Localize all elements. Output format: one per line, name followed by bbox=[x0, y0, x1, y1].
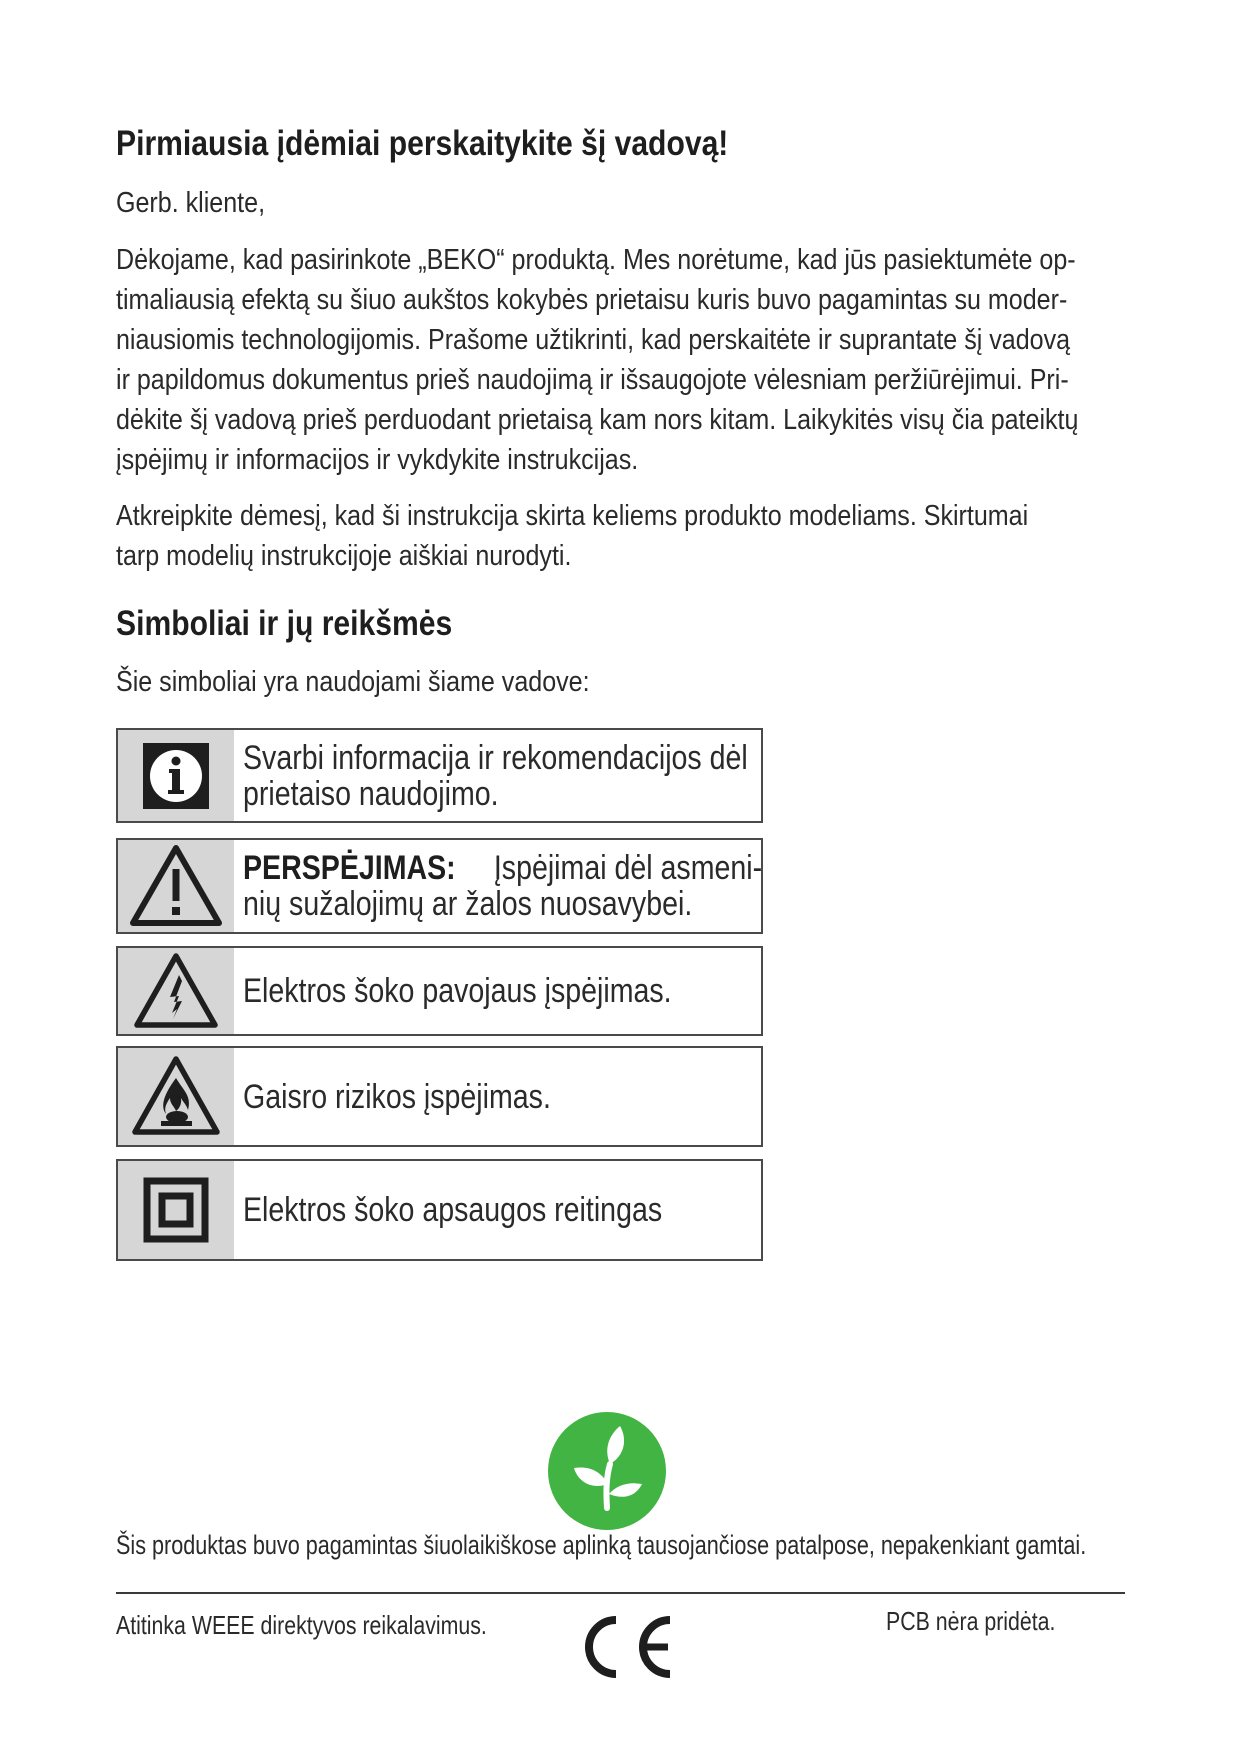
intro-line: dėkite šį vadovą prieš perduodant prietaisą kam nors kitam. Laikykitės visų čia pateiktų bbox=[116, 404, 1079, 436]
leaf-icon bbox=[548, 1412, 666, 1530]
symbol-info-line2: prietaiso naudojimo. bbox=[243, 774, 499, 813]
symbol-row-warning bbox=[116, 838, 763, 934]
symbols-heading: Simboliai ir jų reikšmės bbox=[116, 604, 453, 643]
weee-compliance: Atitinka WEEE direktyvos reikalavimus. bbox=[116, 1610, 487, 1640]
symbol-electric-text: Elektros šoko pavojaus įspėjimas. bbox=[243, 972, 672, 1010]
note-line: Atkreipkite dėmesį, kad ši instrukcija skirta keliems produkto modeliams. Skirtumai bbox=[116, 500, 1029, 532]
info-icon bbox=[141, 741, 211, 811]
symbol-warning-line1: PERSPĖJIMAS: Įspėjimai dėl asmeni- bbox=[243, 849, 763, 887]
symbol-row-info bbox=[116, 728, 763, 823]
symbols-intro: Šie simboliai yra naudojami šiame vadove: bbox=[116, 666, 590, 698]
symbol-row-class2 bbox=[116, 1159, 763, 1261]
footer-divider bbox=[116, 1592, 1125, 1594]
intro-line: timaliausią efektą su šiuo aukštos kokybės prietaisu kuris buvo pagamintas su moder- bbox=[116, 284, 1068, 316]
symbol-class2-text: Elektros šoko apsaugos reitingas bbox=[243, 1191, 663, 1229]
intro-line: įspėjimų ir informacijos ir vykdykite instrukcijas. bbox=[116, 444, 639, 476]
intro-line: ir papildomus dokumentus prieš naudojimą ir išsaugojote vėlesniam peržiūrėjimui. Pri- bbox=[116, 364, 1069, 396]
electric-shock-icon bbox=[132, 951, 220, 1031]
intro-line: niausiomis technologijomis. Prašome užtikrinti, kad perskaitėte ir suprantate šį vadovą bbox=[116, 324, 1071, 356]
symbol-row-electric bbox=[116, 946, 763, 1036]
ce-mark-icon bbox=[572, 1612, 676, 1682]
symbol-row-fire bbox=[116, 1046, 763, 1147]
eco-leaf-logo bbox=[548, 1412, 666, 1530]
page-title: Pirmiausia įdėmiai perskaitykite šį vadovą! bbox=[116, 124, 729, 163]
pcb-statement: PCB nėra pridėta. bbox=[886, 1606, 1056, 1636]
note-line: tarp modelių instrukcijoje aiškiai nurodyti. bbox=[116, 540, 572, 572]
symbol-info-line1: Svarbi informacija ir rekomendacijos dėl bbox=[243, 738, 748, 777]
eco-statement: Šis produktas buvo pagamintas šiuolaikiškose aplinką tausojančiose patalpose, nepakenkiant gamtai. bbox=[116, 1530, 1087, 1560]
fire-icon bbox=[130, 1054, 222, 1140]
intro-line: Dėkojame, kad pasirinkote „BEKO“ produktą. Mes norėtume, kad jūs pasiektumėte op- bbox=[116, 244, 1076, 276]
double-insulation-icon bbox=[143, 1177, 209, 1243]
greeting: Gerb. kliente, bbox=[116, 187, 266, 219]
symbol-fire-text: Gaisro rizikos įspėjimas. bbox=[243, 1077, 551, 1116]
symbol-warning-line2: nių sužalojimų ar žalos nuosavybei. bbox=[243, 885, 693, 923]
warning-label: PERSPĖJIMAS: bbox=[243, 849, 456, 887]
warning-icon bbox=[128, 843, 224, 929]
